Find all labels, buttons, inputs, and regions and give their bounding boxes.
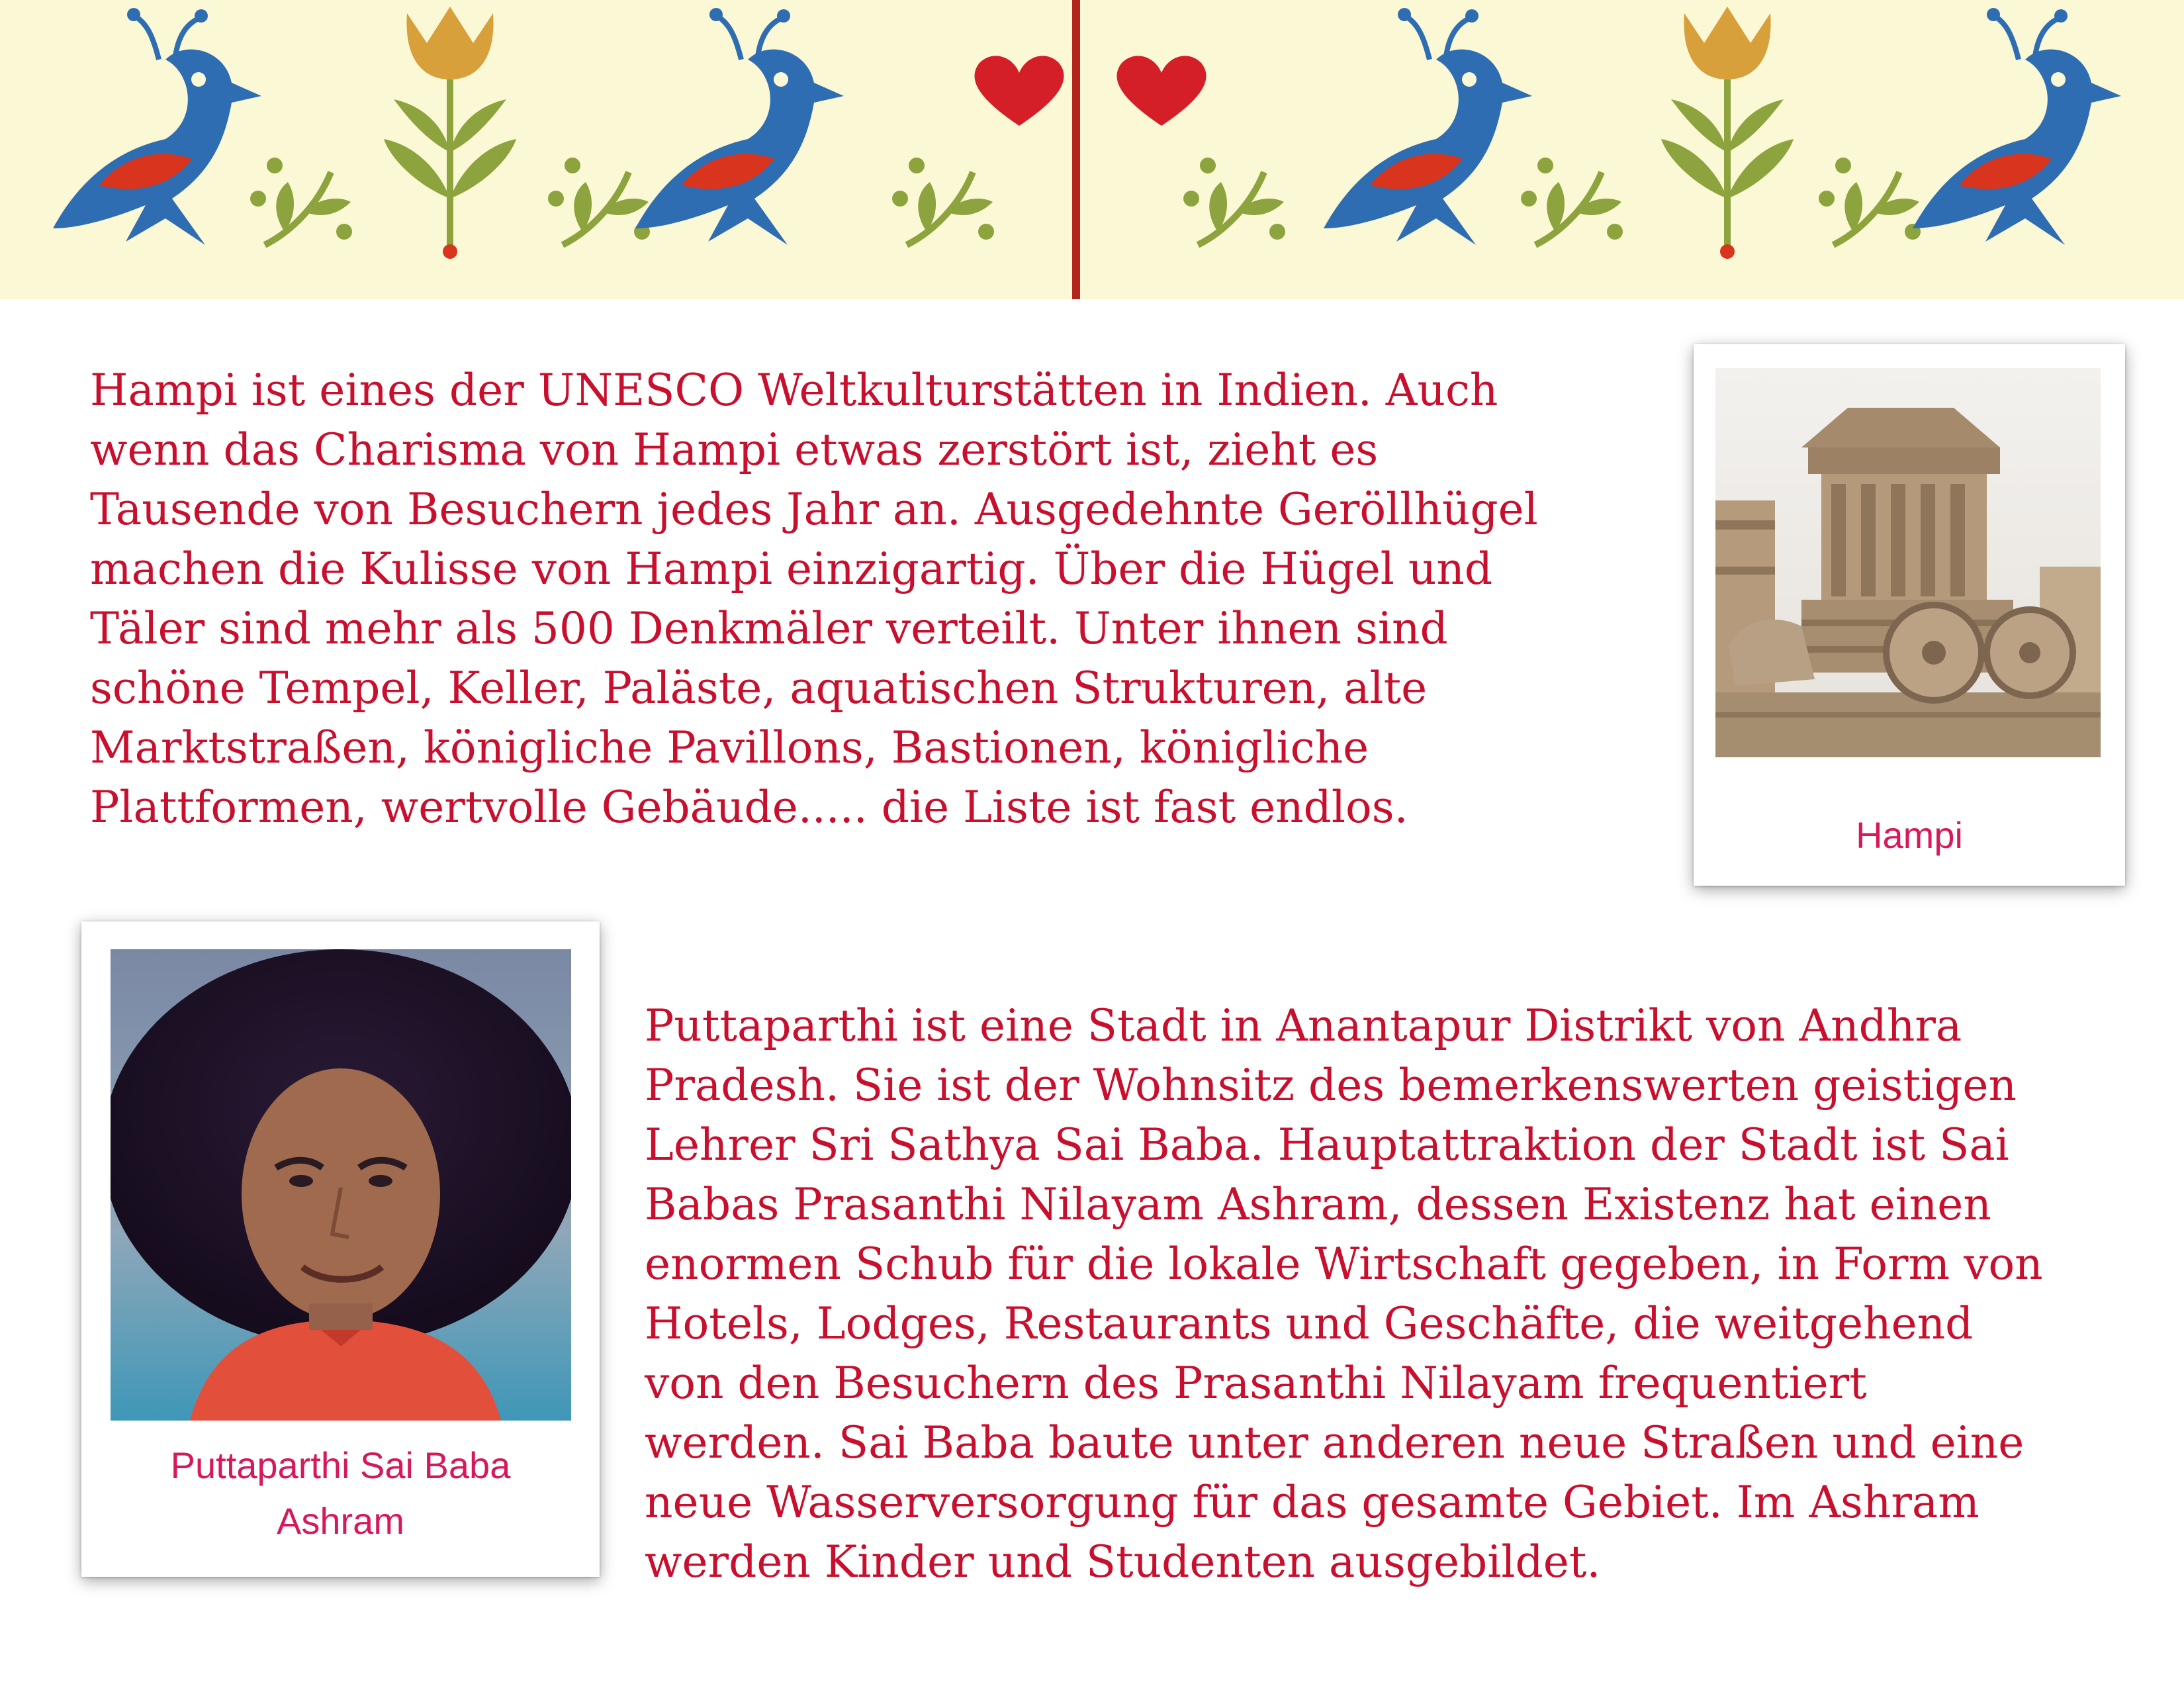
bird-icon	[1913, 8, 2121, 245]
sai-baba-caption	[81, 1438, 600, 1549]
leaf-sprig-icon	[250, 158, 352, 245]
text-line: schöne Tempel, Keller, Paläste, aquatischen Strukturen, alte	[90, 663, 1428, 714]
leaf-sprig-icon	[892, 158, 994, 245]
caption-line: Puttaparthi Sai Baba	[170, 1444, 511, 1486]
decorative-banner	[0, 0, 2184, 299]
bird-icon	[635, 8, 844, 245]
text-line: werden. Sai Baba baute unter anderen neue Straßen und eine	[645, 1417, 2025, 1468]
leaf-sprig-icon	[1521, 158, 1623, 245]
leaf-sprig-icon	[1183, 158, 1285, 245]
hampi-photo-card	[1694, 344, 2125, 886]
puttaparthi-paragraph	[645, 996, 2043, 1592]
hampi-stone-chariot-photo	[1715, 368, 2101, 757]
text-line: Marktstraßen, königliche Pavillons, Bastionen, königliche	[90, 722, 1369, 773]
bird-icon	[1324, 8, 1532, 245]
text-line: wenn das Charisma von Hampi etwas zerstört ist, zieht es	[90, 424, 1379, 475]
text-line: machen die Kulisse von Hampi einzigartig. Über die Hügel und	[90, 543, 1493, 594]
text-line: werden Kinder und Studenten ausgebildet.	[645, 1536, 1601, 1587]
text-line: Pradesh. Sie ist der Wohnsitz des bemerkenswerten geistigen	[645, 1060, 2017, 1111]
text-line: Lehrer Sri Sathya Sai Baba. Hauptattraktion der Stadt ist Sai	[645, 1119, 2009, 1170]
caption-line: Ashram	[277, 1500, 404, 1542]
folk-art-border	[0, 0, 2184, 299]
text-line: Plattformen, wertvolle Gebäude..... die Liste ist fast endlos.	[90, 782, 1408, 833]
heart-icon	[975, 56, 1064, 126]
sai-baba-portrait-photo	[111, 949, 571, 1421]
hampi-caption: Hampi	[1856, 814, 1963, 856]
text-line: Täler sind mehr als 500 Denkmäler verteilt. Unter ihnen sind	[90, 603, 1448, 654]
bird-icon	[53, 8, 261, 245]
leaf-sprig-icon	[548, 158, 650, 245]
text-line: Babas Prasanthi Nilayam Ashram, dessen Existenz hat einen	[645, 1179, 1991, 1230]
text-line: Hotels, Lodges, Restaurants und Geschäfte, die weitgehend	[645, 1298, 1974, 1349]
sai-baba-photo-card	[81, 921, 600, 1577]
hampi-paragraph	[90, 361, 1538, 837]
text-line: Puttaparthi ist eine Stadt in Anantapur Distrikt von Andhra	[645, 1000, 1962, 1051]
banner-divider	[1072, 0, 1080, 299]
text-line: Hampi ist eines der UNESCO Weltkulturstätten in Indien. Auch	[90, 365, 1498, 416]
text-line: enormen Schub für die lokale Wirtschaft gegeben, in Form von	[645, 1239, 2043, 1289]
text-line: neue Wasserversorgung für das gesamte Gebiet. Im Ashram	[645, 1477, 1979, 1528]
leaf-sprig-icon	[1819, 158, 1921, 245]
text-line: Tausende von Besuchern jedes Jahr an. Ausgedehnte Geröllhügel	[90, 484, 1538, 535]
tulip-icon	[384, 7, 516, 259]
tulip-icon	[1661, 7, 1794, 259]
text-line: von den Besuchern des Prasanthi Nilayam frequentiert	[645, 1358, 1867, 1409]
heart-icon	[1117, 56, 1206, 126]
